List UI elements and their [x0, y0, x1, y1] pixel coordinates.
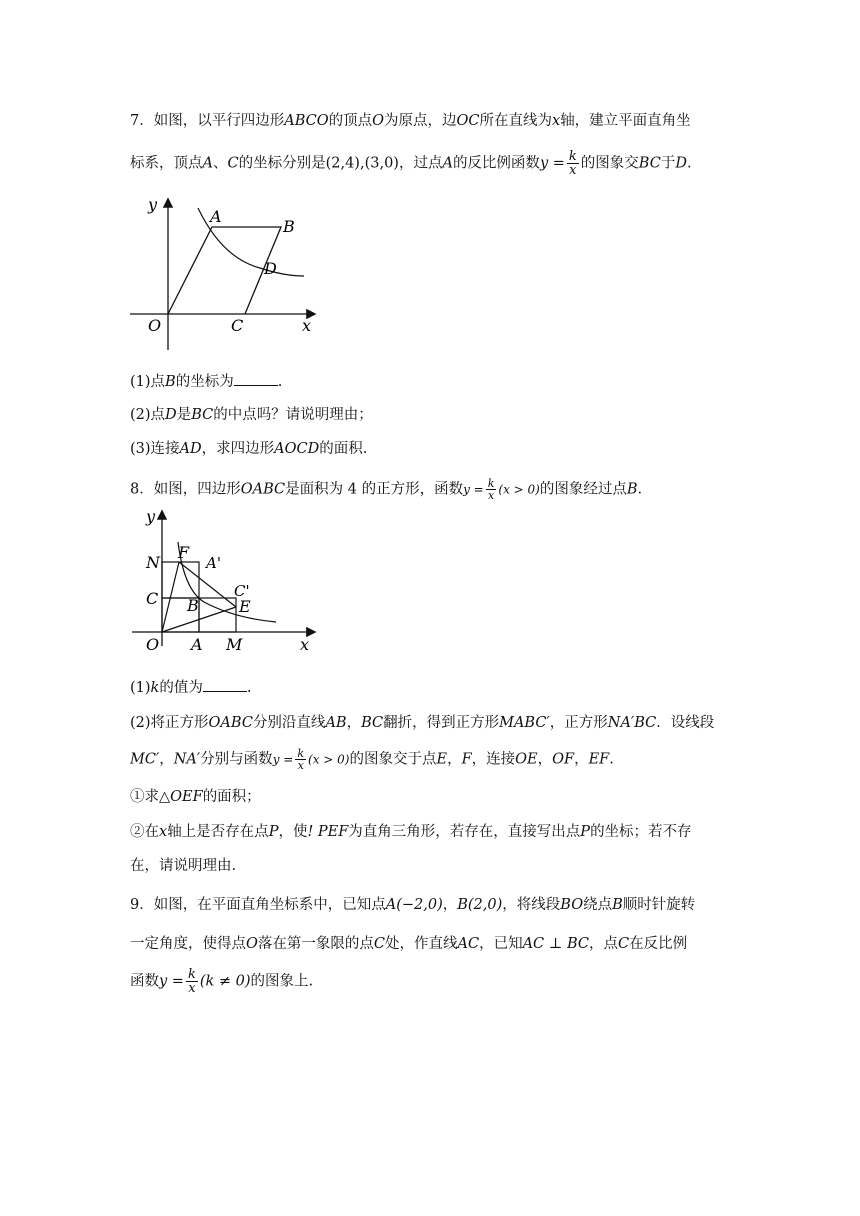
q7-figure — [126, 192, 326, 357]
q8-circle-2-line-2: 在，请说明理由. — [130, 858, 237, 874]
q8-circle-1: ①求△OEF的面积； — [130, 789, 261, 805]
q7-sub-2: (2)点D是BC的中点吗？请说明理由； — [130, 407, 373, 423]
q7-line-1: 7．如图，以平行四边形ABCO的顶点O为原点，边OC所在直线为x轴，建立平面直角坐 — [130, 113, 691, 129]
q8-label-a: A — [191, 635, 203, 654]
q8-segment-of — [162, 562, 179, 632]
q8-label-a-prime: A' — [206, 554, 221, 572]
q7-line-2: 标系，顶点A、C的坐标分别是(2,4),(3,0)，过点A的反比例函数y = $\frac{k}{x}$ 的图象交BC于D. — [130, 149, 692, 178]
q9-fraction: $\frac{k}{x}$ — [187, 967, 196, 996]
q8-label-b: B — [187, 596, 199, 615]
q7-label-y: y — [148, 195, 158, 214]
q9-line-1: 9．如图，在平面直角坐标系中，已知点A(−2,0)，B(2,0)，将线段BO绕点B顺时针旋转 — [130, 897, 696, 913]
q7-label-a: A — [210, 207, 222, 226]
q8-circle-2-line-1: ②在x轴上是否存在点P，使! PEF为直角三角形，若存在，直接写出点P的坐标；若不存 — [130, 824, 692, 840]
q8-label-n: N — [146, 553, 160, 572]
q8-sub-2-line-2: MC′，NA′分别与函数y = $\frac{k}{x}$ (x > 0)的图象交于点E，F，连接OE，OF，EF. — [130, 747, 614, 772]
q8-label-f: F — [178, 543, 190, 562]
q8-label-e: E — [239, 597, 251, 616]
q8-answer-blank[interactable] — [203, 677, 247, 692]
q7-answer-blank[interactable] — [234, 371, 278, 386]
q8-line-1: 8．如图，四边形OABC是面积为 4 的正方形，函数y = $\frac{k}{x}$ (x > 0)的图象经过点B. — [130, 477, 643, 502]
q7-label-o: O — [148, 316, 162, 335]
q7-sub-3: (3)连接AD，求四边形AOCD的面积. — [130, 441, 368, 457]
q8-label-m: M — [226, 635, 243, 654]
q8-figure — [130, 506, 330, 658]
q8-fraction-2: $\frac{k}{x}$ — [297, 747, 305, 772]
q7-label-x: x — [302, 316, 312, 335]
q8-label-y: y — [146, 507, 156, 526]
q8-label-x: x — [300, 635, 310, 654]
q7-label-b: B — [283, 217, 295, 236]
q7-fraction: $\frac{k}{x}$ — [568, 149, 577, 178]
q8-label-o: O — [146, 635, 160, 654]
q7-label-d: D — [264, 259, 277, 278]
q8-label-c-prime: C' — [234, 582, 250, 600]
q7-sub-1: (1)点B的坐标为 . — [130, 371, 730, 392]
q8-sub-1: (1)k的值为 . — [130, 677, 730, 698]
q9-line-3: 函数y = $\frac{k}{x}$ (k ≠ 0)的图象上. — [130, 967, 314, 996]
q9-line-2: 一定角度，使得点O落在第一象限的点C处，作直线AC，已知AC ⊥ BC，点C在反比例 — [130, 936, 688, 952]
q8-sub-2-line-1: (2)将正方形OABC分别沿直线AB，BC翻折，得到正方形MABC′，正方形NA′BC．设线段 — [130, 715, 715, 731]
q7-label-c: C — [231, 316, 244, 335]
q8-label-c: C — [146, 589, 159, 608]
q8-fraction: $\frac{k}{x}$ — [487, 477, 495, 502]
